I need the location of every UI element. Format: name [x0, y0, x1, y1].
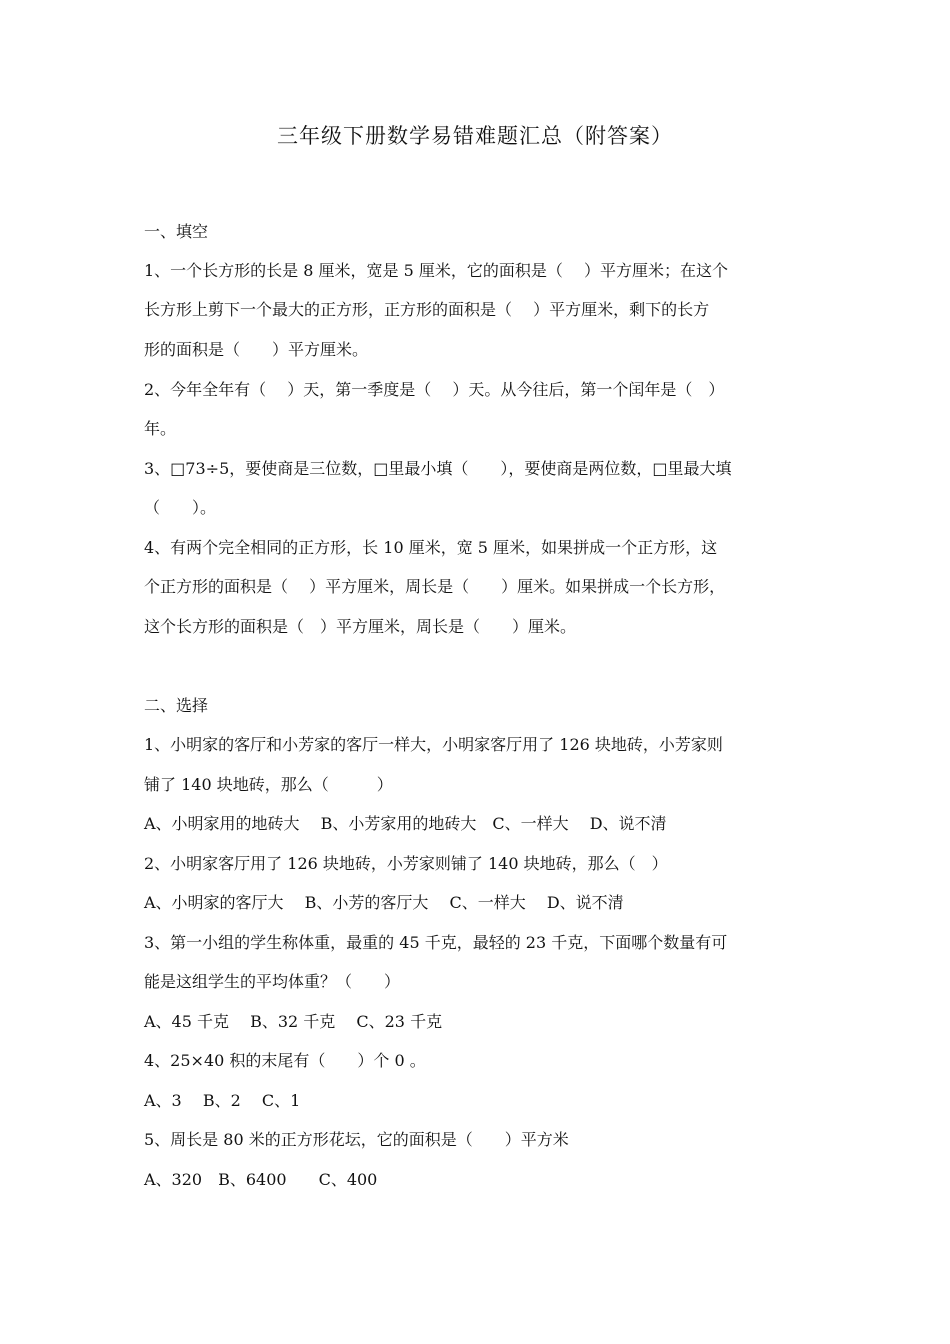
- text-line: 4、有两个完全相同的正方形，长 10 厘米，宽 5 厘米，如果拼成一个正方形，这: [144, 538, 718, 557]
- text-line: 这个长方形的面积是（ ）平方厘米，周长是（ ）厘米。: [144, 617, 577, 636]
- text-line: 3、第一小组的学生称体重，最重的 45 千克，最轻的 23 千克，下面哪个数量有可: [144, 933, 728, 952]
- text-line: 年。: [144, 419, 177, 438]
- text-line: 形的面积是（ ）平方厘米。: [144, 340, 369, 359]
- text-line: 5、周长是 80 米的正方形花坛，它的面积是（ ）平方米: [144, 1130, 569, 1149]
- section-heading-choice: 二、选择: [144, 696, 209, 715]
- text-line: 3、□73÷5，要使商是三位数，□里最小填（ ），要使商是两位数，□里最大填: [144, 459, 732, 478]
- text-line: （ ）。: [144, 498, 217, 517]
- section-heading-fill-blank: 一、填空: [144, 222, 209, 241]
- text-line: 2、小明家客厅用了 126 块地砖，小芳家则铺了 140 块地砖，那么（ ）: [144, 854, 668, 873]
- text-line: 4、25×40 积的末尾有（ ）个 0 。: [144, 1051, 426, 1070]
- text-line: 个正方形的面积是（ ）平方厘米，周长是（ ）厘米。如果拼成一个长方形，: [144, 577, 726, 596]
- text-line: 1、一个长方形的长是 8 厘米，宽是 5 厘米，它的面积是（ ）平方厘米；在这个: [144, 261, 728, 280]
- text-line: 2、今年全年有（ ）天，第一季度是（ ）天。从今往后，第一个闰年是（ ）: [144, 380, 725, 399]
- answer-options: A、小明家用的地砖大 B、小芳家用的地砖大 C、一样大 D、说不清: [144, 814, 667, 833]
- document-title: 三年级下册数学易错难题汇总（附答案）: [277, 124, 673, 148]
- answer-options: A、45 千克 B、32 千克 C、23 千克: [144, 1012, 443, 1031]
- answer-options: A、小明家的客厅大 B、小芳的客厅大 C、一样大 D、说不清: [144, 893, 624, 912]
- text-line: 长方形上剪下一个最大的正方形，正方形的面积是（ ）平方厘米，剩下的长方: [144, 300, 710, 319]
- text-line: 铺了 140 块地砖，那么（ ）: [144, 775, 393, 794]
- text-line: 1、小明家的客厅和小芳家的客厅一样大，小明家客厅用了 126 块地砖，小芳家则: [144, 735, 723, 754]
- text-line: 能是这组学生的平均体重？（ ）: [144, 972, 401, 991]
- answer-options: A、320 B、6400 C、400: [144, 1170, 378, 1189]
- answer-options: A、3 B、2 C、1: [144, 1091, 301, 1110]
